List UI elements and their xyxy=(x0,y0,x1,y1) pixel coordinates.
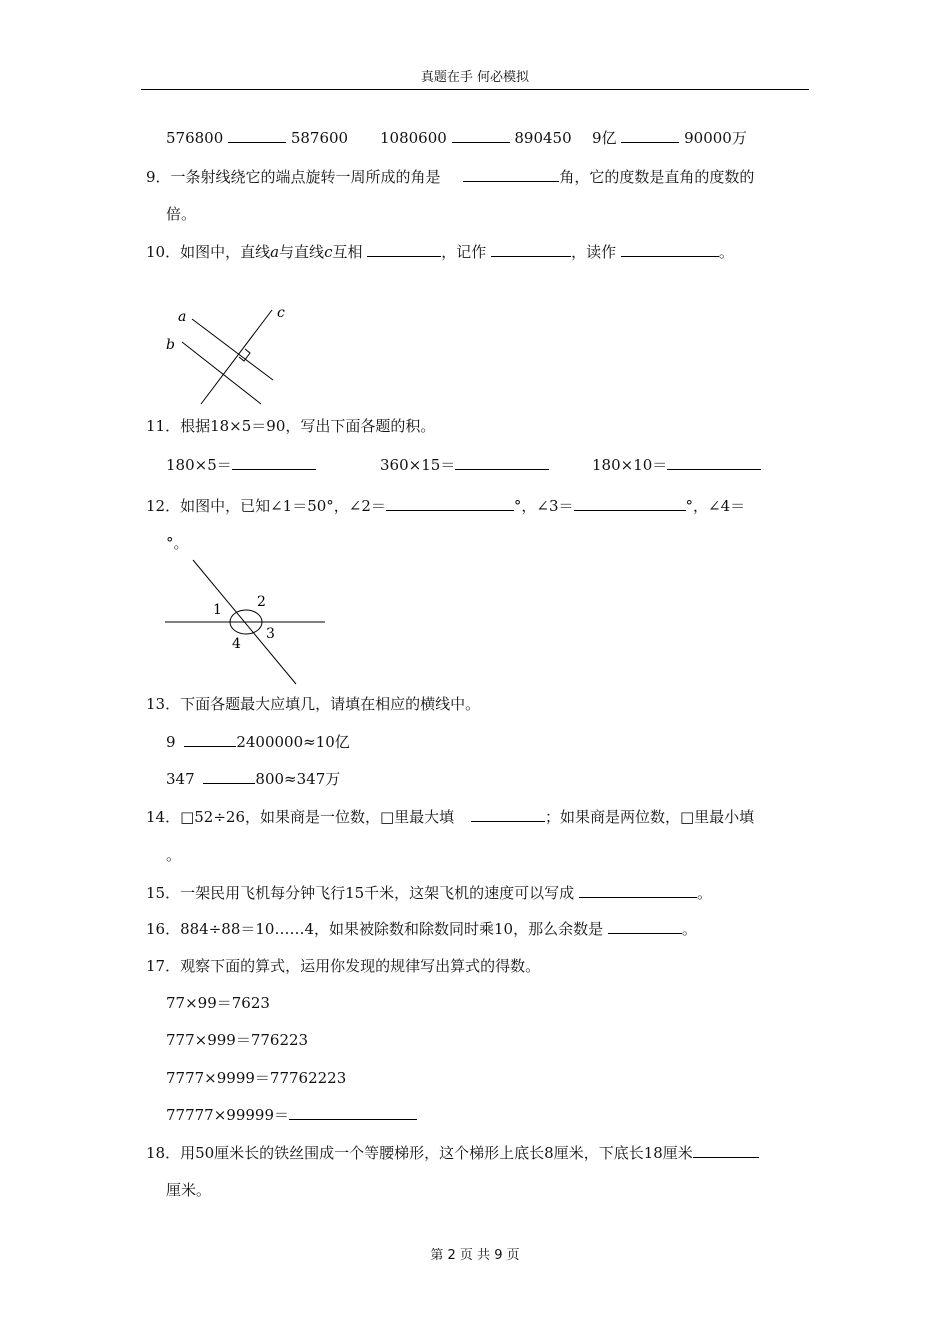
q9-text-2: 角，它的度数是直角的度数的 xyxy=(559,168,755,186)
q13-r2a: 347 xyxy=(166,770,195,788)
q10-line xyxy=(146,242,734,262)
q11-e1: 180×5＝ xyxy=(166,456,232,474)
header-rule xyxy=(141,89,809,90)
q10-text-3: 互相 xyxy=(332,243,363,261)
q12-blank-2[interactable] xyxy=(574,496,686,511)
q8-row xyxy=(166,128,348,148)
q13-row-1 xyxy=(166,732,350,752)
page-footer: 第 2 页 共 9 页 xyxy=(430,1248,520,1263)
q13-r1b: 2400000≈10亿 xyxy=(236,733,350,751)
q13-r1a: 9 xyxy=(166,733,176,751)
q8-c2: 90000万 xyxy=(684,129,747,147)
q17-l4: 77777×99999＝ xyxy=(166,1106,290,1124)
label-a: a xyxy=(178,309,187,325)
q14-blank-1[interactable] xyxy=(471,807,545,822)
q9-line-1 xyxy=(146,167,754,187)
q8-row-b xyxy=(380,128,572,148)
q13-text: 13．下面各题最大应填几，请填在相应的横线中。 xyxy=(146,695,481,713)
q10-figure xyxy=(150,300,290,410)
q13-row-2 xyxy=(166,769,340,789)
q8-a2: 587600 xyxy=(290,129,349,147)
q12-text-3: ，∠4＝ xyxy=(693,497,746,515)
q10-var-c: c xyxy=(324,243,333,261)
q18-line xyxy=(146,1143,759,1163)
q13-blank-1[interactable] xyxy=(184,732,236,747)
angle-label-2: 2 xyxy=(257,594,266,610)
label-c: c xyxy=(277,305,285,321)
q12-text-1: 12．如图中，已知∠1＝50°，∠2＝ xyxy=(146,497,386,515)
q12-line xyxy=(146,496,745,516)
page-header: 真题在手 何必模拟 xyxy=(420,70,530,85)
q10-blank-3[interactable] xyxy=(621,242,719,257)
q18-text-1: 18．用50厘米长的铁丝围成一个等腰梯形，这个梯形上底长8厘米，下底长18厘米 xyxy=(146,1144,693,1162)
q8-blank-1[interactable] xyxy=(228,128,286,143)
q13-r2b: 800≈347万 xyxy=(255,770,341,788)
angle-label-3: 3 xyxy=(266,626,275,642)
q12-deg-2: ° xyxy=(685,497,694,515)
q16-text-2: 。 xyxy=(681,920,697,938)
q10-blank-1[interactable] xyxy=(367,242,441,257)
q12-deg-1: ° xyxy=(513,497,522,515)
q11-e2-row xyxy=(380,455,549,475)
q9-blank-1[interactable] xyxy=(463,167,559,182)
q17-l1: 77×99＝7623 xyxy=(166,994,270,1012)
q17-l3: 7777×9999＝77762223 xyxy=(166,1069,347,1087)
q9-text-3: 倍。 xyxy=(166,205,197,223)
q11-blank-2[interactable] xyxy=(455,455,549,470)
q10-text-2: 与直线 xyxy=(279,243,325,261)
q17-l4-row xyxy=(166,1105,417,1125)
q15-text-1: 15．一架民用飞机每分钟飞行15千米，这架飞机的速度可以写成 xyxy=(146,884,575,902)
q17-blank[interactable] xyxy=(289,1105,417,1120)
q17-l2: 777×999＝776223 xyxy=(166,1031,309,1049)
q12-figure xyxy=(160,556,330,688)
q10-text-5: ，读作 xyxy=(571,243,617,261)
q11-blank-1[interactable] xyxy=(232,455,316,470)
q12-blank-1[interactable] xyxy=(386,496,514,511)
q9-text-1: 9．一条射线绕它的端点旋转一周所成的角是 xyxy=(146,168,441,186)
angle-label-1: 1 xyxy=(213,602,222,618)
q11-e2: 360×15＝ xyxy=(380,456,456,474)
q8-c1: 9亿 xyxy=(592,129,617,147)
label-b: b xyxy=(166,337,175,353)
q8-a1: 576800 xyxy=(166,129,224,147)
q10-blank-2[interactable] xyxy=(491,242,571,257)
q12-text-2: ，∠3＝ xyxy=(521,497,574,515)
q10-text-6: 。 xyxy=(718,243,734,261)
q11-e1-row xyxy=(166,455,316,475)
q16-text-1: 16．884÷88＝10……4，如果被除数和除数同时乘10，那么余数是 xyxy=(146,920,604,938)
q14-text-2: ；如果商是两位数，□里最小填 xyxy=(544,808,755,826)
q11-text: 11．根据18×5＝90，写出下面各题的积。 xyxy=(146,417,436,435)
q14-line xyxy=(146,807,754,827)
angle-label-4: 4 xyxy=(232,636,241,652)
q15-blank[interactable] xyxy=(579,883,697,898)
q16-blank[interactable] xyxy=(608,919,682,934)
q15-text-2: 。 xyxy=(696,884,712,902)
q11-blank-3[interactable] xyxy=(667,455,761,470)
q10-text-4: ，记作 xyxy=(441,243,487,261)
q12-text-4: °。 xyxy=(166,534,189,552)
q11-e3-row xyxy=(592,455,761,475)
q15-line xyxy=(146,883,712,903)
line-c xyxy=(201,310,272,404)
line-a xyxy=(192,319,273,380)
q17-text: 17．观察下面的算式，运用你发现的规律写出算式的得数。 xyxy=(146,957,541,975)
q14-text-3: 。 xyxy=(166,846,182,864)
q8-b2: 890450 xyxy=(514,129,572,147)
q10-var-a: a xyxy=(270,243,280,261)
q8-blank-3[interactable] xyxy=(621,128,679,143)
q18-blank[interactable] xyxy=(693,1143,759,1158)
line-b xyxy=(182,342,261,404)
q8-blank-2[interactable] xyxy=(452,128,510,143)
q16-line xyxy=(146,919,697,939)
q10-text-1: 10．如图中，直线 xyxy=(146,243,271,261)
q14-text-1: 14．□52÷26，如果商是一位数，□里最大填 xyxy=(146,808,455,826)
q11-e3: 180×10＝ xyxy=(592,456,668,474)
q18-text-2: 厘米。 xyxy=(166,1181,212,1199)
q8-row-c xyxy=(592,128,747,148)
q13-blank-2[interactable] xyxy=(203,769,255,784)
q8-b1: 1080600 xyxy=(380,129,447,147)
